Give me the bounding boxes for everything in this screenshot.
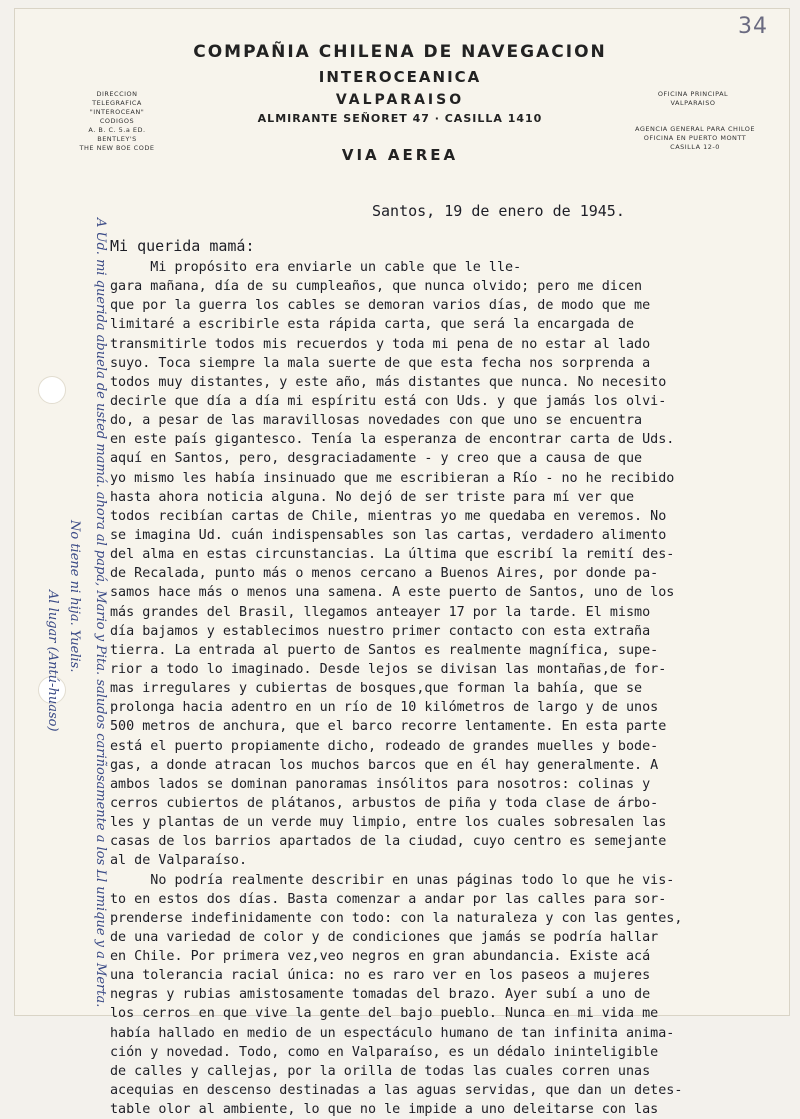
- letter-line: había hallado en medio de un espectáculo humano de tan infinita anima-: [110, 1025, 675, 1041]
- letter-line: de Recalada, punto más o menos cercano a Buenos Aires, por donde pa-: [110, 566, 659, 582]
- agency-line: CASILLA 12-0: [670, 143, 720, 151]
- telegraph-line: CODIGOS: [99, 117, 135, 125]
- punch-hole-top: [38, 376, 66, 404]
- letter-line: Mi propósito era enviarle un cable que le lle-: [110, 260, 522, 275]
- telegraph-line: THE NEW BOE CODE: [79, 144, 155, 152]
- letter-line: samos hace más o menos una samena. A este puerto de Santos, uno de los: [110, 585, 675, 601]
- letter-line: prolonga hacia adentro en un río de 10 kilómetros de largo y de unos: [110, 700, 659, 716]
- margin-note: Al lugar (Antú-huaso): [45, 590, 60, 732]
- letter-line: les y plantas de un verde muy limpio, entre los cuales sobresalen las: [110, 815, 667, 831]
- letter-line: decirle que día a día mi espíritu está con Uds. y que jamás los olvi-: [110, 393, 667, 409]
- letter-line: está el puerto propiamente dicho, rodeado de grandes muelles y bode-: [110, 738, 659, 754]
- letter-line: más grandes del Brasil, llegamos anteayer 17 por la tarde. El mismo: [110, 604, 651, 620]
- telegraph-line: DIRECCION TELEGRAFICA: [92, 90, 142, 107]
- letter-date: Santos, 19 de enero de 1945.: [372, 202, 625, 220]
- letter-line: transmitirle todos mis recuerdos y toda mi pena de no estar al lado: [110, 336, 651, 352]
- company-city: VALPARAISO: [335, 92, 465, 108]
- margin-note: A Ud. mi querida abuela de usted mamá. ahora al papá, Mario y Pita. saludos cariñosamente a los Ll umique y a Merta.: [93, 218, 108, 1008]
- telegraph-line: "INTEROCEAN": [89, 108, 145, 116]
- letter-line: prenderse indefinidamente con todo: con la naturaleza y con las gentes,: [110, 910, 683, 926]
- letter-line: de calles y callejas, por la orilla de todas las cuales corren unas: [110, 1063, 651, 1079]
- margin-note: No tiene ni hija. Yuelis.: [67, 520, 82, 673]
- letter-line: to en estos dos días. Basta comenzar a andar por las calles para sor-: [110, 891, 667, 907]
- letter-line: ción y novedad. Todo, como en Valparaíso, es un dédalo ininteligible: [110, 1044, 659, 1060]
- letter-line: aquí en Santos, pero, desgraciadamente - y creo que a causa de que: [110, 451, 643, 467]
- letter-line: al de Valparaíso.: [110, 853, 248, 869]
- letter-line: hasta ahora noticia alguna. No dejó de ser triste para mí ver que: [110, 489, 635, 505]
- letter-line: yo mismo les había insinuado que me escribieran a Río - no he recibido: [110, 470, 675, 486]
- letter-line: table olor al ambiente, lo que no le impide a uno deleitarse con las: [110, 1102, 659, 1118]
- company-name: COMPAÑIA CHILENA DE NAVEGACION: [193, 42, 607, 62]
- main-office-info: [638, 90, 748, 108]
- letter-line: No podría realmente describir en unas páginas todo lo que he vis-: [110, 872, 675, 888]
- letter-line: todos muy distantes, y este año, más distantes que nunca. No necesito: [110, 374, 667, 390]
- agency-line: AGENCIA GENERAL PARA CHILOE: [635, 125, 755, 133]
- page-number: 34: [738, 14, 768, 39]
- letter-line: negras y rubias amistosamente tomadas del brazo. Ayer subí a uno de: [110, 987, 651, 1003]
- company-address: ALMIRANTE SEÑORET 47 · CASILLA 1410: [257, 112, 543, 125]
- telegraph-line: BENTLEY'S: [97, 135, 137, 143]
- company-subtitle: INTEROCEANICA: [318, 68, 482, 86]
- agency-line: OFICINA EN PUERTO MONTT: [643, 134, 747, 142]
- letter-line: una tolerancia racial única: no es raro ver en los paseos a mujeres: [110, 968, 651, 984]
- letter-line: se imagina Ud. cuán indispensables son las cartas, verdadero alimento: [110, 527, 667, 543]
- letter-line: en este país gigantesco. Tenía la esperanza de encontrar carta de Uds.: [110, 432, 675, 448]
- letter-line: casas de los barrios apartados de la ciudad, cuyo centro es semejante: [110, 834, 667, 850]
- letter-line: cerros cubiertos de plátanos, arbustos de piña y toda clase de árbo-: [110, 795, 659, 811]
- telegraph-info: [72, 90, 162, 153]
- letter-line: gara mañana, día de su cumpleaños, que nunca olvido; pero me dicen: [110, 279, 643, 295]
- service-label: VIA AEREA: [341, 146, 459, 164]
- letter-line: do, a pesar de las maravillosas novedades con que uno se encuentra: [110, 413, 643, 429]
- letter-line: mas irregulares y cubiertas de bosques,que forman la bahía, que se: [110, 681, 643, 697]
- letter-line: de una variedad de color y de condiciones que jamás se podría hallar: [110, 929, 659, 945]
- letter-line: ambos lados se dominan panoramas insólitos para nosotros: colinas y: [110, 776, 651, 792]
- letter-body: [110, 258, 770, 1119]
- letter-line: 500 metros de anchura, que el barco recorre lentamente. En esta parte: [110, 719, 667, 735]
- office-line: OFICINA PRINCIPAL: [657, 90, 729, 98]
- letter-line: limitaré a escribirle esta rápida carta, que será la encargada de: [110, 317, 635, 333]
- letter-line: del alma en estas circunstancias. La última que escribí la remití des-: [110, 547, 675, 563]
- letter-line: que por la guerra los cables se demoran varios días, de modo que me: [110, 298, 651, 314]
- agency-info: [630, 125, 760, 152]
- letter-salutation: Mi querida mamá:: [110, 237, 255, 255]
- letter-line: gas, a donde atracan los muchos barcos que en él hay generalmente. A: [110, 757, 659, 773]
- letter-line: todos recibían cartas de Chile, mientras yo me quedaba en veremos. No: [110, 508, 667, 524]
- letter-line: rior a todo lo imaginado. Desde lejos se divisan las montañas,de for-: [110, 661, 667, 677]
- letter-line: acequias en descenso destinadas a las aguas servidas, que dan un detes-: [110, 1083, 683, 1099]
- office-line: VALPARAISO: [670, 99, 716, 107]
- telegraph-line: A. B. C. 5.a ED.: [88, 126, 146, 134]
- letter-line: en Chile. Por primera vez,veo negros en gran abundancia. Existe acá: [110, 949, 651, 965]
- letter-line: los cerros en que vive la gente del bajo pueblo. Nunca en mi vida me: [110, 1006, 659, 1022]
- letter-line: tierra. La entrada al puerto de Santos es realmente magnífica, supe-: [110, 642, 659, 658]
- letter-line: suyo. Toca siempre la mala suerte de que esta fecha nos sorprenda a: [110, 355, 651, 371]
- letter-line: día bajamos y establecimos nuestro primer contacto con esta extraña: [110, 623, 651, 639]
